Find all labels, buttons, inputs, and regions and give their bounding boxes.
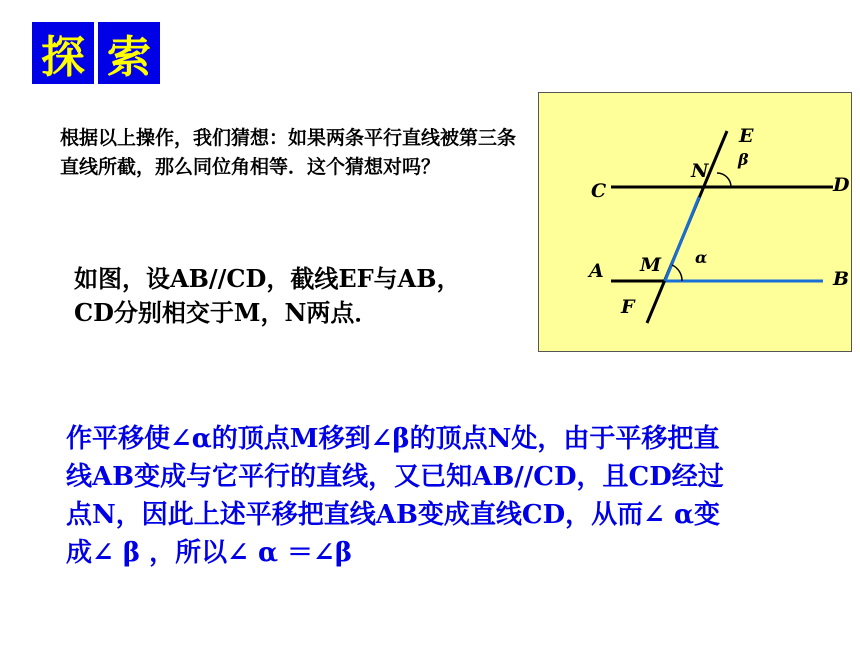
geometry-diagram [538, 92, 852, 352]
setup-text [74, 262, 524, 330]
title-char-1: 探 [32, 22, 94, 84]
title-char-2: 索 [98, 22, 160, 84]
angle-alpha-arc [672, 265, 682, 281]
label-m: M [640, 254, 662, 276]
proof-text [66, 420, 796, 572]
conjecture-question: 根据以上操作，我们猜想：如果两条平行直线被第三条直线所截，那么同位角相等．这个猜想对吗？ [60, 127, 517, 178]
proof-line-2: 线AB变成与它平行的直线，又已知AB//CD，且CD经过 [66, 462, 724, 492]
label-alpha: α [695, 248, 708, 267]
label-c: C [591, 180, 607, 202]
label-f: F [621, 296, 635, 318]
label-b: B [833, 268, 850, 290]
segment-mn-highlight [665, 197, 699, 281]
proof-line-4: 成∠ β ，所以∠ α ＝∠β [66, 538, 353, 568]
label-n: N [691, 160, 709, 182]
proof-line-1: 作平移使∠α的顶点M移到∠β的顶点N处，由于平移把直 [66, 424, 720, 454]
label-e: E [739, 125, 754, 147]
label-d: D [833, 174, 850, 196]
label-a: A [589, 260, 604, 282]
proof-line-3: 点N，因此上述平移把直线AB变成直线CD，从而∠ α变 [66, 500, 720, 530]
setup-line-1: 如图，设AB//CD，截线EF与AB， [74, 264, 461, 293]
label-beta: β [738, 150, 749, 169]
diagram-svg [539, 93, 853, 353]
setup-line-2: CD分别相交于M，N两点． [74, 298, 379, 327]
angle-beta-arc [717, 173, 731, 187]
